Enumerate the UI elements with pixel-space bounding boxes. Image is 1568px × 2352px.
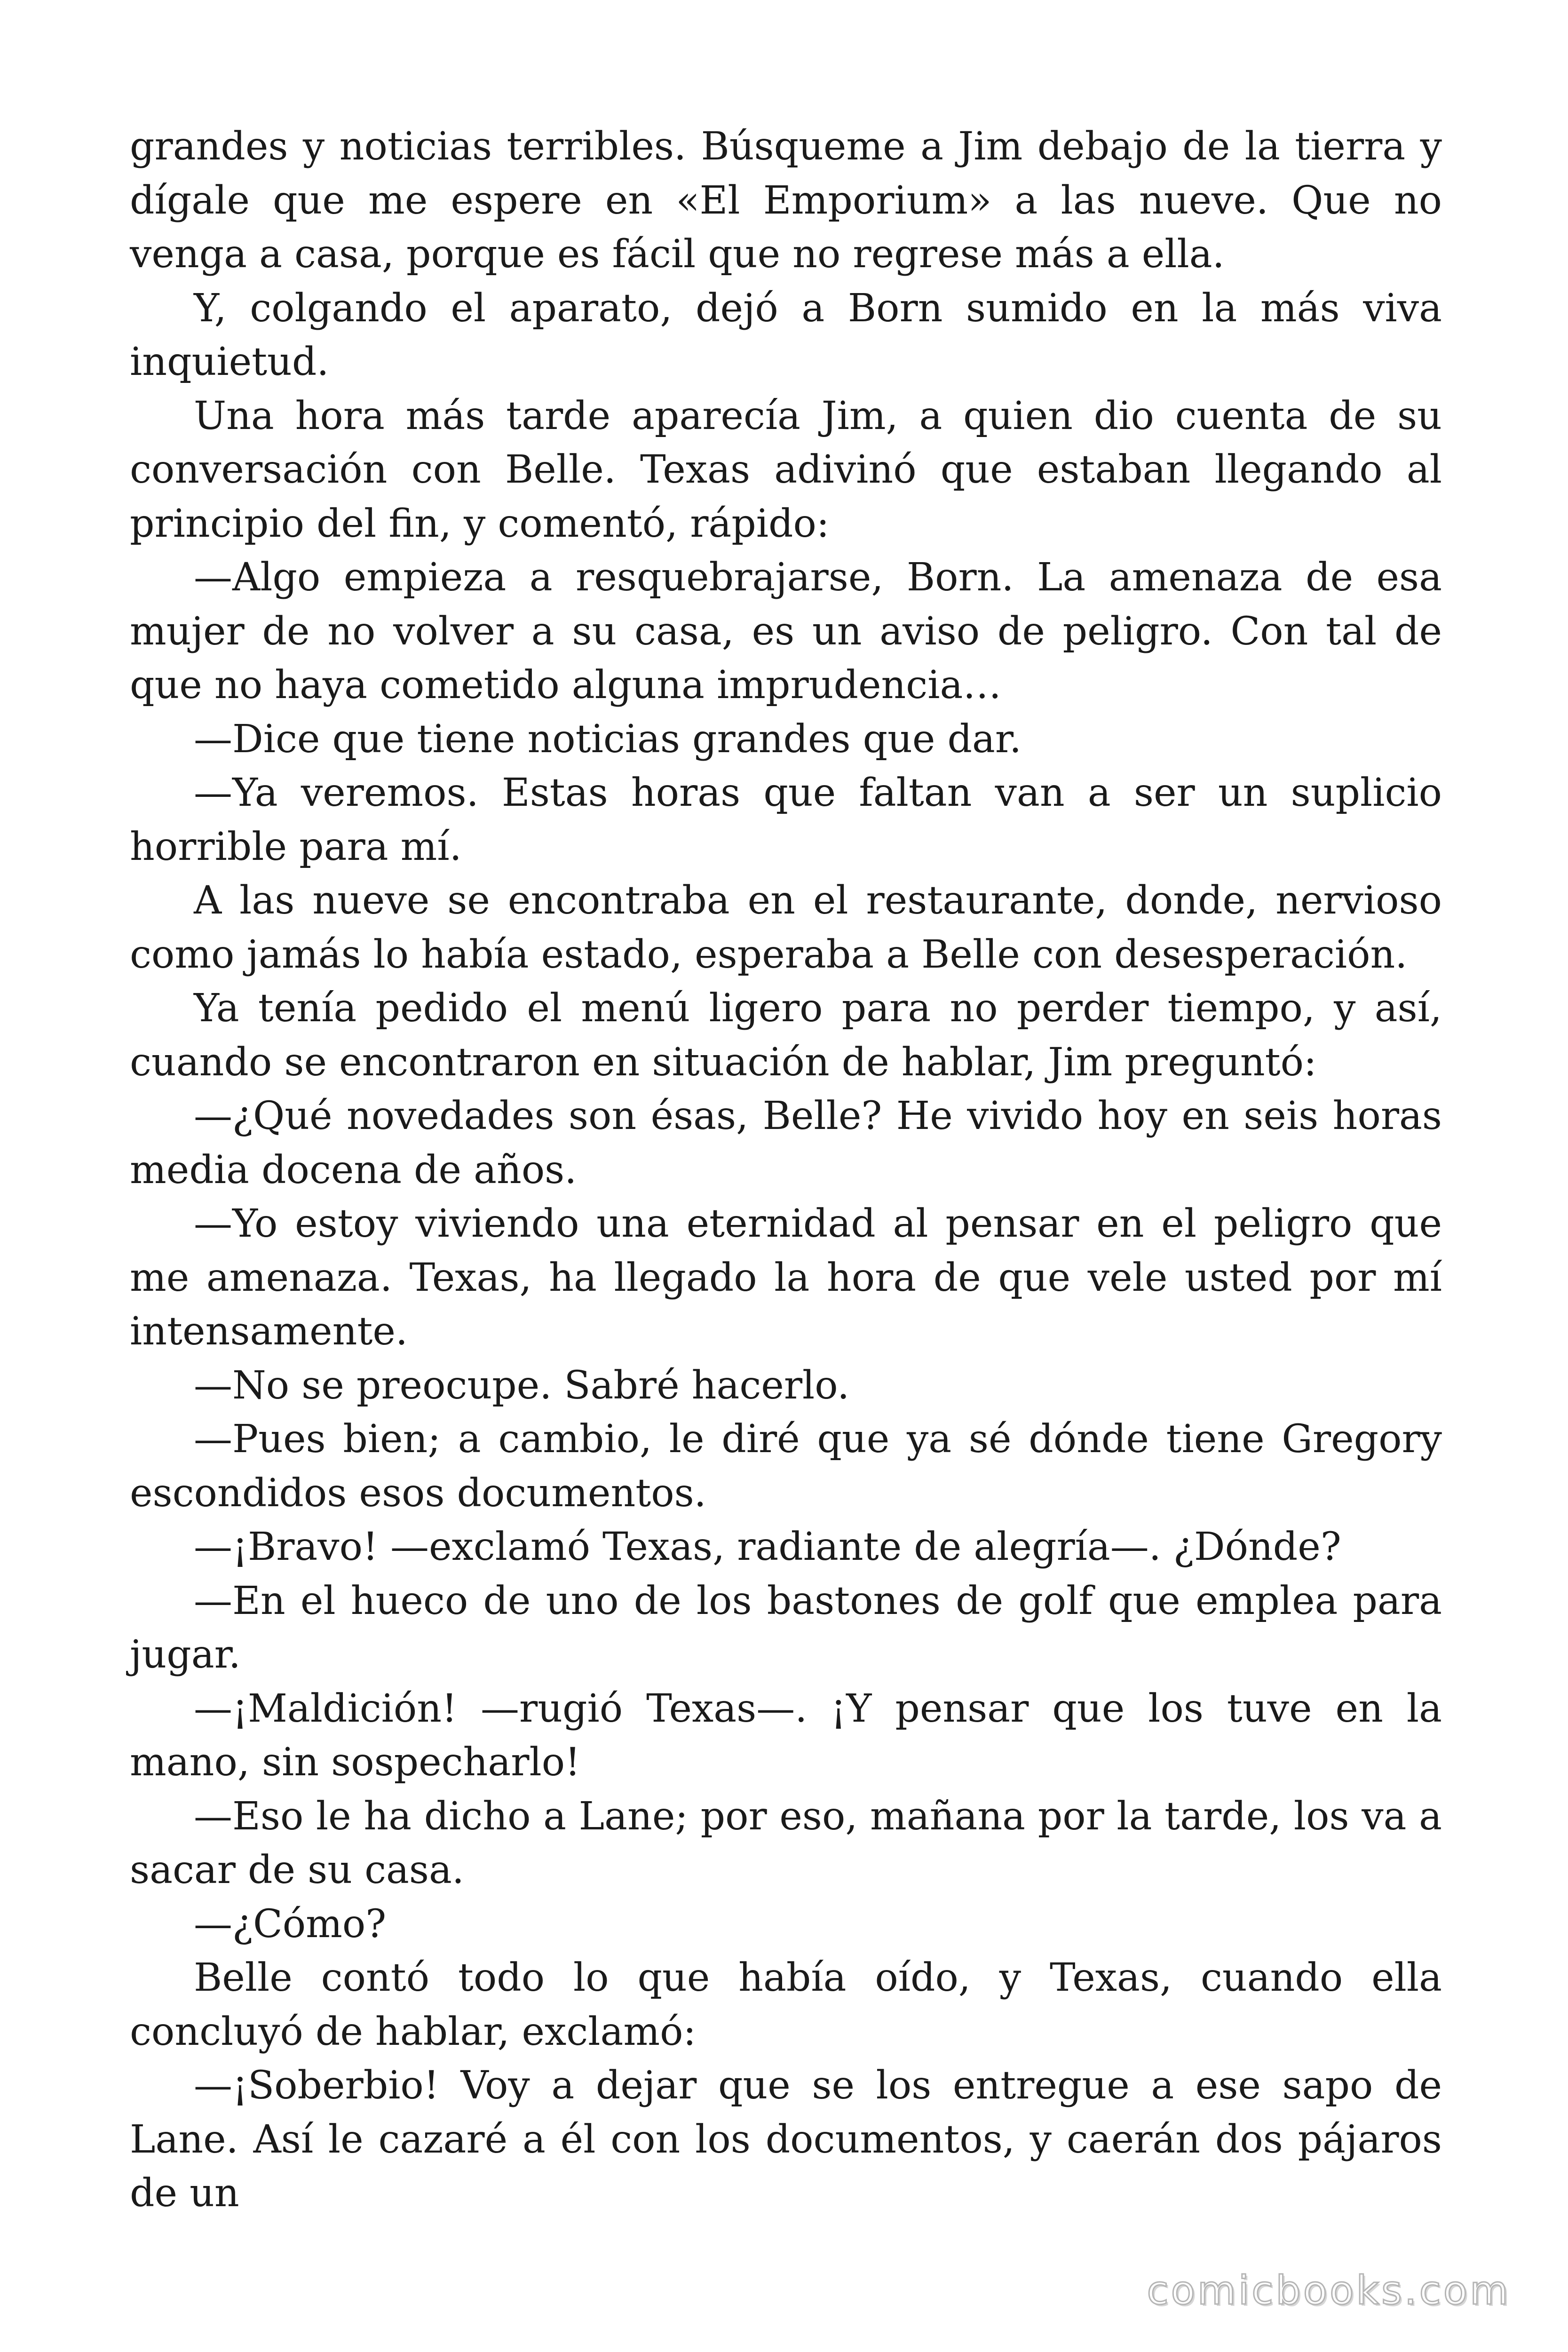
paragraph-19: —¡Soberbio! Voy a dejar que se los entregue a ese sapo de Lane. Así le cazaré a él con los documentos, y caerán dos pájaros de un [130, 2063, 1442, 2216]
paragraph-14: —En el hueco de uno de los bastones de golf que emplea para jugar. [130, 1578, 1442, 1677]
paragraph-5: —Dice que tiene noticias grandes que dar. [194, 716, 1022, 762]
watermark-text: comicbooks.com [1147, 2267, 1511, 2313]
paragraph-16: —Eso le ha dicho a Lane; por eso, mañana por la tarde, los va a sacar de su casa. [130, 1794, 1442, 1892]
paragraph-2: Y, colgando el aparato, dejó a Born sumido en la más viva inquietud. [130, 286, 1442, 384]
paragraph-9: —¿Qué novedades son ésas, Belle? He vivido hoy en seis horas media docena de años. [130, 1094, 1442, 1192]
paragraph-1: grandes y noticias terribles. Búsqueme a Jim debajo de la tierra y dígale que me espere en «El Emporium» a las nueve. Que no venga a casa, porque es fácil que no regrese más a ella. [130, 124, 1442, 277]
paragraph-6: —Ya veremos. Estas horas que faltan van a ser un suplicio horrible para mí. [130, 771, 1442, 869]
paragraph-4: —Algo empieza a resquebrajarse, Born. La amenaza de esa mujer de no volver a su casa, es un aviso de peligro. Con tal de que no haya cometido alguna imprudencia… [130, 555, 1442, 707]
paragraph-3: Una hora más tarde aparecía Jim, a quien dio cuenta de su conversación con Belle. Texas adivinó que estaban llegando al principio del fin, y comentó, rápido: [130, 393, 1442, 546]
paragraph-13: —¡Bravo! —exclamó Texas, radiante de alegría—. ¿Dónde? [194, 1525, 1341, 1569]
page-body [130, 120, 1442, 2221]
paragraph-18: Belle contó todo lo que había oído, y Texas, cuando ella concluyó de hablar, exclamó: [130, 1955, 1442, 2054]
paragraph-12: —Pues bien; a cambio, le diré que ya sé dónde tiene Gregory escondidos esos documentos. [130, 1417, 1442, 1516]
paragraph-11: —No se preocupe. Sabré hacerlo. [194, 1363, 850, 1408]
paragraph-7: A las nueve se encontraba en el restaurante, donde, nervioso como jamás lo había estado, esperaba a Belle con desesperación. [130, 878, 1442, 977]
paragraph-10: —Yo estoy viviendo una eternidad al pensar en el peligro que me amenaza. Texas, ha llegado la hora de que vele usted por mí intensamente. [130, 1201, 1442, 1354]
paragraph-17: —¿Cómo? [194, 1901, 387, 1947]
paragraph-8: Ya tenía pedido el menú ligero para no perder tiempo, y así, cuando se encontraron en situación de hablar, Jim preguntó: [130, 986, 1442, 1085]
paragraph-15: —¡Maldición! —rugió Texas—. ¡Y pensar que los tuve en la mano, sin sospecharlo! [130, 1686, 1442, 1785]
